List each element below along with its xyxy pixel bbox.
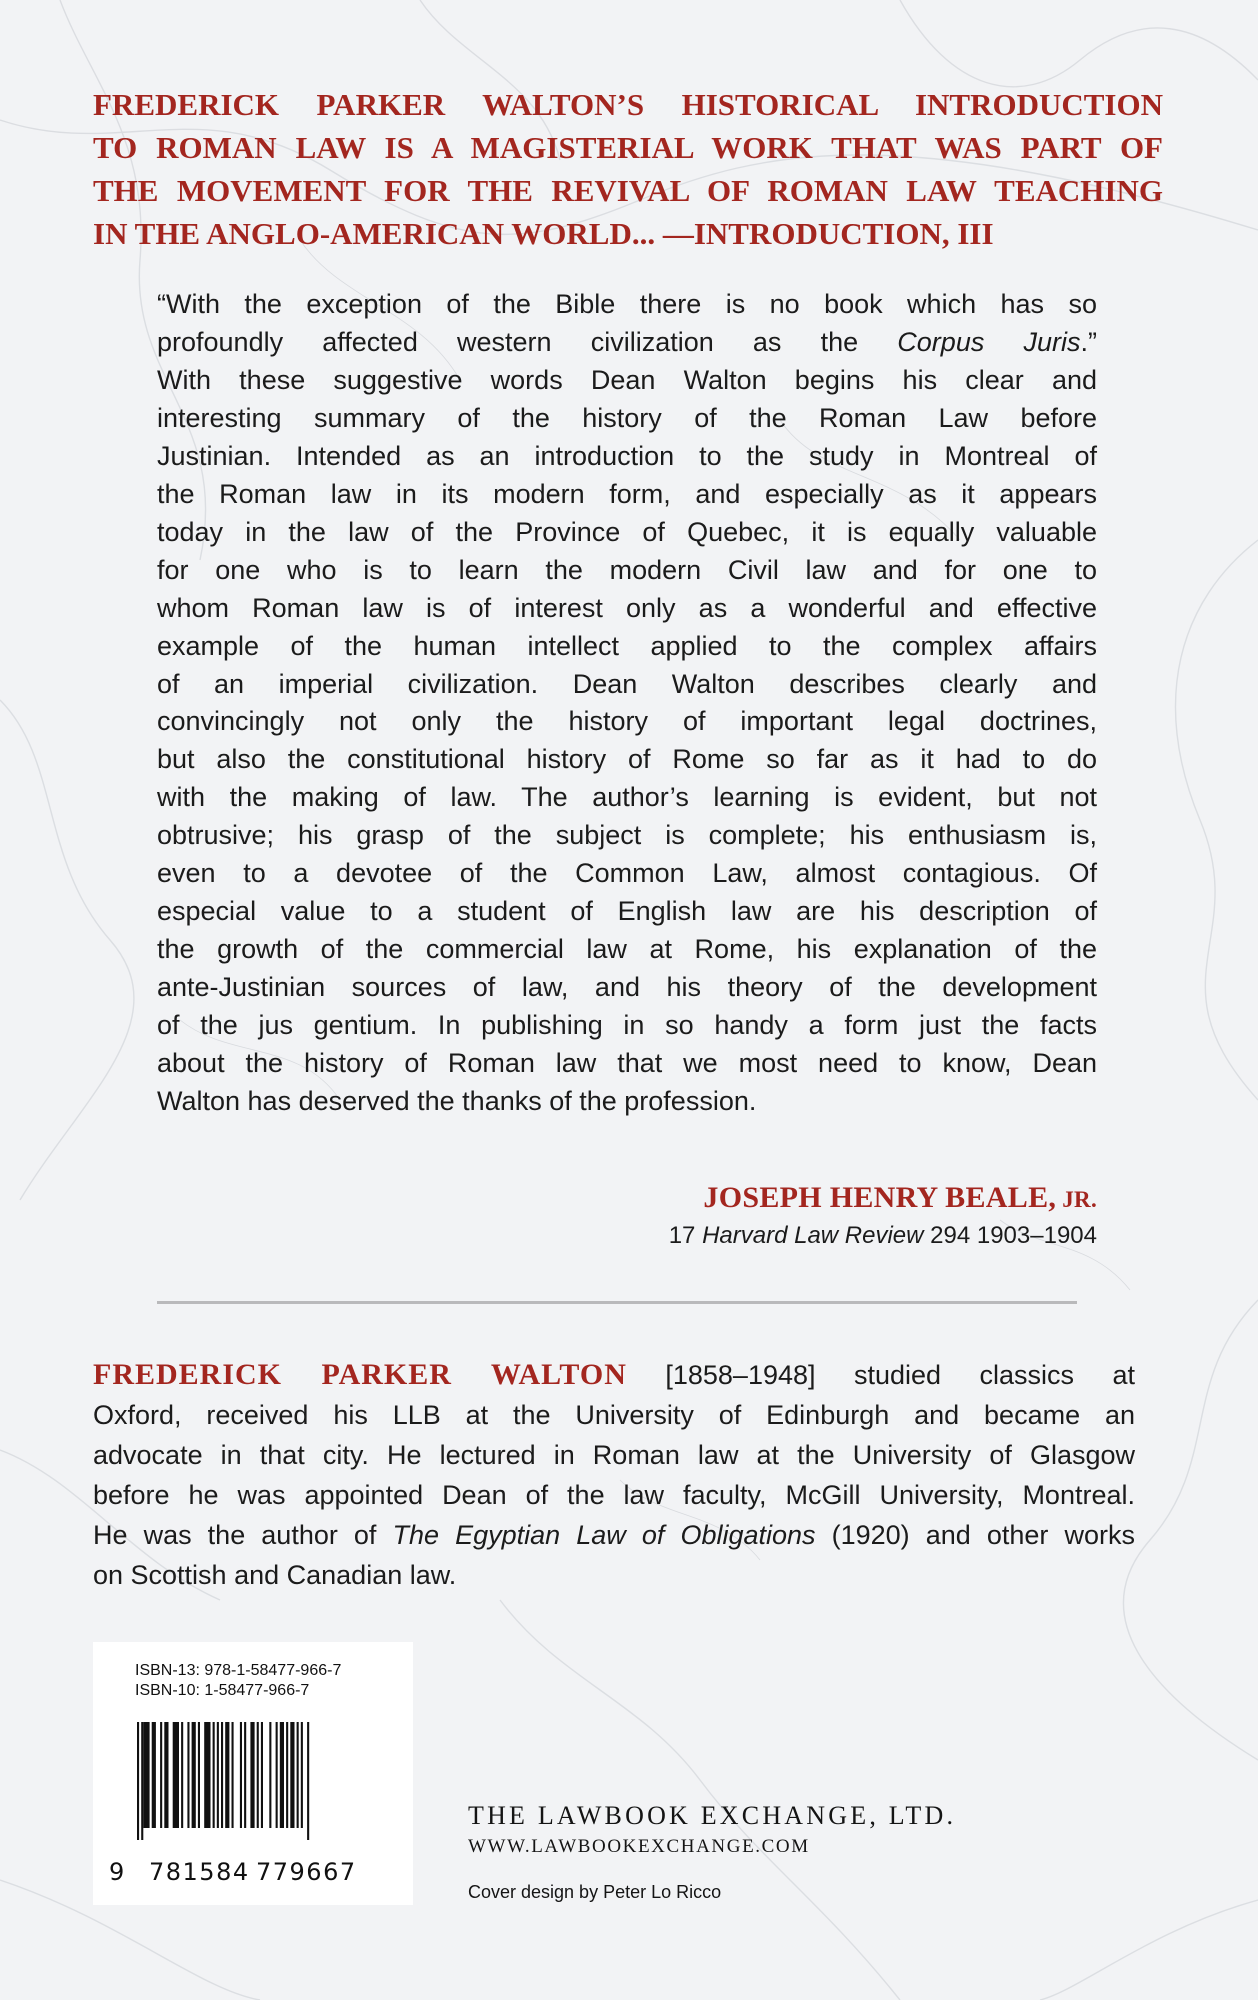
- text-line: [157, 400, 1097, 438]
- barcode-bar: [280, 1722, 284, 1828]
- barcode-bar: [217, 1722, 219, 1828]
- review-attribution: [669, 1180, 1097, 1254]
- text-segment: before he was appointed Dean of the law faculty, McGill University, Montreal.: [93, 1480, 1135, 1510]
- text-line: [157, 1045, 1097, 1083]
- header-line: TO ROMAN LAW IS A MAGISTERIAL WORK THAT WAS PART OF: [93, 130, 1163, 165]
- text-line: [157, 703, 1097, 741]
- text-line: [157, 552, 1097, 590]
- text-line: [157, 628, 1097, 666]
- text-segment: convincingly not only the history of important legal doctrines,: [157, 706, 1097, 737]
- barcode-bar: [301, 1722, 303, 1828]
- text-segment: on Scottish and Canadian law.: [93, 1560, 457, 1590]
- text-segment: Justinian. Intended as an introduction to the study in Montreal of: [157, 440, 1097, 471]
- barcode-bar: [290, 1722, 294, 1828]
- text-segment: Walton has deserved the thanks of the profession.: [157, 1086, 757, 1117]
- text-segment: ante-Justinian sources of law, and his theory of the development: [157, 972, 1097, 1003]
- barcode-bar: [137, 1722, 139, 1840]
- barcode-bar: [240, 1722, 242, 1828]
- barcode-bar: [204, 1722, 210, 1828]
- text-segment: the Roman law in its modern form, and especially as it appears: [157, 478, 1097, 509]
- text-line: [157, 893, 1097, 931]
- text-line: [157, 590, 1097, 628]
- text-segment: (1920) and other works: [815, 1520, 1135, 1550]
- barcode-panel: [93, 1642, 413, 1905]
- reviewer-name: [669, 1180, 1097, 1218]
- barcode-bar: [261, 1722, 263, 1828]
- barcode-digits-right: 779667: [256, 1858, 357, 1886]
- text-segment: of an imperial civilization. Dean Walton describes clearly and: [157, 668, 1097, 699]
- text-line: [157, 514, 1097, 552]
- barcode-bar: [143, 1722, 149, 1828]
- barcode-bar: [269, 1722, 271, 1828]
- text-line: [157, 931, 1097, 969]
- text-line: [93, 1435, 1135, 1475]
- cover-design-credit: Cover design by Peter Lo Ricco: [468, 1882, 722, 1902]
- citation-journal: Harvard Law Review: [702, 1222, 924, 1249]
- text-segment: with the making of law. The author’s learning is evident, but not: [157, 782, 1097, 813]
- text-line: [93, 1555, 1135, 1595]
- text-line: [93, 1515, 1135, 1555]
- text-segment: profoundly affected western civilization as the: [157, 326, 898, 357]
- barcode-bar: [187, 1722, 189, 1828]
- section-divider: [157, 1301, 1077, 1304]
- barcode-bar: [232, 1722, 234, 1828]
- barcode-bar: [286, 1722, 288, 1828]
- publisher-block: [468, 1800, 956, 1904]
- barcode-bar: [198, 1722, 200, 1828]
- text-line: [93, 1395, 1135, 1435]
- header-line: FREDERICK PARKER WALTON’S HISTORICAL INTRODUCTION: [93, 87, 1163, 122]
- review-citation: [669, 1218, 1097, 1254]
- text-segment: especial value to a student of English law are his description of: [157, 896, 1097, 927]
- review-quote: [157, 286, 1097, 1121]
- text-line: [157, 855, 1097, 893]
- text-line: [157, 741, 1097, 779]
- barcode-bar: [276, 1722, 278, 1828]
- italic-title: Corpus Juris: [897, 326, 1081, 357]
- barcode-bar: [192, 1722, 196, 1828]
- text-segment: [1858–1948] studied classics at: [626, 1360, 1135, 1390]
- barcode-digit-lead: 9: [109, 1858, 126, 1886]
- barcode-bar: [173, 1722, 179, 1828]
- reviewer-name-text: JOSEPH HENRY BEALE,: [703, 1181, 1057, 1214]
- barcode-icon: [123, 1722, 383, 1842]
- text-segment: of the jus gentium. In publishing in so handy a form just the facts: [157, 1010, 1097, 1041]
- bio-author-name: FREDERICK PARKER WALTON: [93, 1358, 627, 1391]
- text-line: [157, 476, 1097, 514]
- barcode-digits-left: 781584: [149, 1858, 250, 1886]
- publisher-url[interactable]: WWW.LAWBOOKEXCHANGE.COM: [468, 1836, 810, 1857]
- text-line: [157, 666, 1097, 704]
- text-line: [157, 969, 1097, 1007]
- header-line: THE MOVEMENT FOR THE REVIVAL OF ROMAN LAW TEACHING: [93, 173, 1163, 208]
- text-line: [157, 286, 1097, 324]
- barcode-bar: [181, 1722, 183, 1828]
- text-segment: today in the law of the Province of Quebec, it is equally valuable: [157, 516, 1097, 547]
- citation-page-years: 294 1903–1904: [923, 1222, 1097, 1249]
- italic-title: The Egyptian Law of Obligations: [392, 1520, 816, 1550]
- barcode-bar: [307, 1722, 309, 1840]
- isbn-10: ISBN-10: 1-58477-966-7: [135, 1682, 310, 1699]
- barcode-bar: [164, 1722, 168, 1828]
- barcode-bar: [244, 1722, 246, 1828]
- text-line: [157, 362, 1097, 400]
- barcode-bar: [152, 1722, 156, 1828]
- text-segment: for one who is to learn the modern Civil law and for one to: [157, 554, 1097, 585]
- barcode-bar: [297, 1722, 299, 1828]
- text-segment: even to a devotee of the Common Law, almost contagious. Of: [157, 858, 1097, 889]
- text-segment: obtrusive; his grasp of the subject is complete; his enthusiasm is,: [157, 820, 1097, 851]
- barcode-bar: [257, 1722, 259, 1828]
- text-segment: about the history of Roman law that we most need to know, Dean: [157, 1048, 1097, 1079]
- text-segment: but also the constitutional history of Rome so far as it had to do: [157, 744, 1097, 775]
- reviewer-suffix: JR.: [1056, 1187, 1097, 1212]
- text-segment: interesting summary of the history of the Roman Law before: [157, 402, 1097, 433]
- barcode-bar: [221, 1722, 223, 1828]
- text-segment: .”: [1080, 326, 1098, 357]
- text-line: [157, 1007, 1097, 1045]
- header-pull-quote: [93, 83, 1163, 255]
- citation-volume: 17: [668, 1222, 703, 1249]
- text-line: [157, 817, 1097, 855]
- text-line: [93, 1355, 1135, 1395]
- barcode-bar: [141, 1722, 143, 1840]
- barcode-bar: [160, 1722, 162, 1828]
- text-segment: Oxford, received his LLB at the University of Edinburgh and became an: [93, 1400, 1135, 1430]
- text-line: [157, 779, 1097, 817]
- text-segment: “With the exception of the Bible there is no book which has so: [157, 289, 1097, 319]
- author-bio: [93, 1355, 1135, 1595]
- text-segment: example of the human intellect applied to the complex affairs: [157, 630, 1097, 661]
- text-line: [93, 1475, 1135, 1515]
- text-line: [157, 1083, 1097, 1121]
- text-segment: whom Roman law is of interest only as a wonderful and effective: [157, 592, 1097, 623]
- barcode-bar: [250, 1722, 254, 1828]
- text-segment: the growth of the commercial law at Rome, his explanation of the: [157, 934, 1097, 965]
- header-line: IN THE ANGLO-AMERICAN WORLD... —INTRODUCTION, III: [93, 216, 994, 251]
- barcode-bar: [225, 1722, 229, 1828]
- publisher-name: THE LAWBOOK EXCHANGE, LTD.: [468, 1801, 957, 1830]
- barcode-bar: [213, 1722, 215, 1828]
- isbn-13: ISBN-13: 978-1-58477-966-7: [135, 1662, 342, 1679]
- text-segment: He was the author of: [93, 1520, 393, 1550]
- text-segment: advocate in that city. He lectured in Roman law at the University of Glasgow: [93, 1440, 1135, 1470]
- text-line: [157, 438, 1097, 476]
- text-segment: With these suggestive words Dean Walton begins his clear and: [157, 364, 1097, 395]
- text-line: [157, 324, 1097, 362]
